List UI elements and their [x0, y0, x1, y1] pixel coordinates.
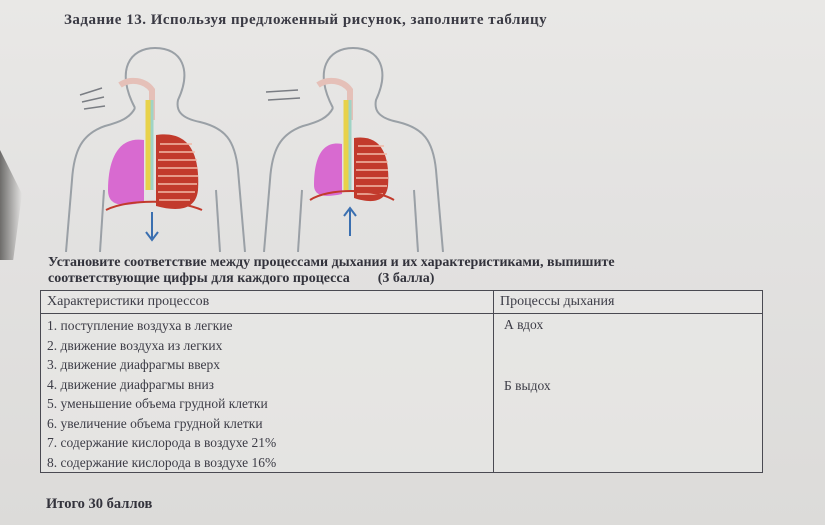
- matching-table: [40, 290, 763, 473]
- page-shadow: [0, 150, 22, 260]
- total-score: Итого 30 баллов: [46, 496, 153, 512]
- list-item: 3. движение диафрагмы вверх: [47, 357, 221, 372]
- body-outline: [264, 48, 443, 252]
- lung-left: [314, 144, 342, 196]
- task-title: Задание 13. Используя предложенный рисунок, заполните таблицу: [64, 12, 548, 28]
- airflow-lines: [266, 90, 300, 100]
- inhale-figure: [60, 40, 250, 252]
- ribcage: [156, 134, 198, 209]
- exhale-figure: [258, 40, 448, 252]
- header-processes: Процессы дыхания: [494, 291, 763, 314]
- characteristics-cell: [41, 314, 494, 473]
- arrow-up-icon: [344, 208, 356, 236]
- airflow-lines: [80, 88, 105, 109]
- process-inhale: А вдох: [504, 317, 544, 332]
- list-item: 1. поступление воздуха в легкие: [47, 318, 233, 333]
- instruction-line-2: [48, 271, 778, 287]
- list-item: 8. содержание кислорода в воздухе 16%: [47, 454, 277, 470]
- processes-cell: [494, 314, 763, 473]
- list-item: 5. уменьшение объема грудной клетки: [47, 396, 268, 411]
- list-item: 4. движение диафрагмы вниз: [47, 376, 215, 392]
- header-characteristics: Характеристики процессов: [41, 291, 494, 314]
- characteristics-list: [47, 314, 487, 472]
- points-label: (3 балла): [377, 271, 435, 286]
- instruction-line-2-text: соответствующие цифры для каждого процесса: [48, 271, 350, 286]
- instruction-line-1: Установите соответствие между процессами дыхания и их характеристиками, выпишите: [48, 255, 615, 270]
- list-item: 7. содержание кислорода в воздухе 21%: [47, 435, 277, 450]
- process-exhale: Б выдох: [504, 378, 551, 393]
- lung-left: [108, 140, 144, 205]
- list-item: 6. увеличение объема грудной клетки: [47, 415, 263, 431]
- list-item: 2. движение воздуха из легких: [47, 337, 223, 353]
- arrow-down-icon: [146, 212, 158, 240]
- instruction-text: [48, 255, 778, 287]
- body-outline: [66, 48, 245, 252]
